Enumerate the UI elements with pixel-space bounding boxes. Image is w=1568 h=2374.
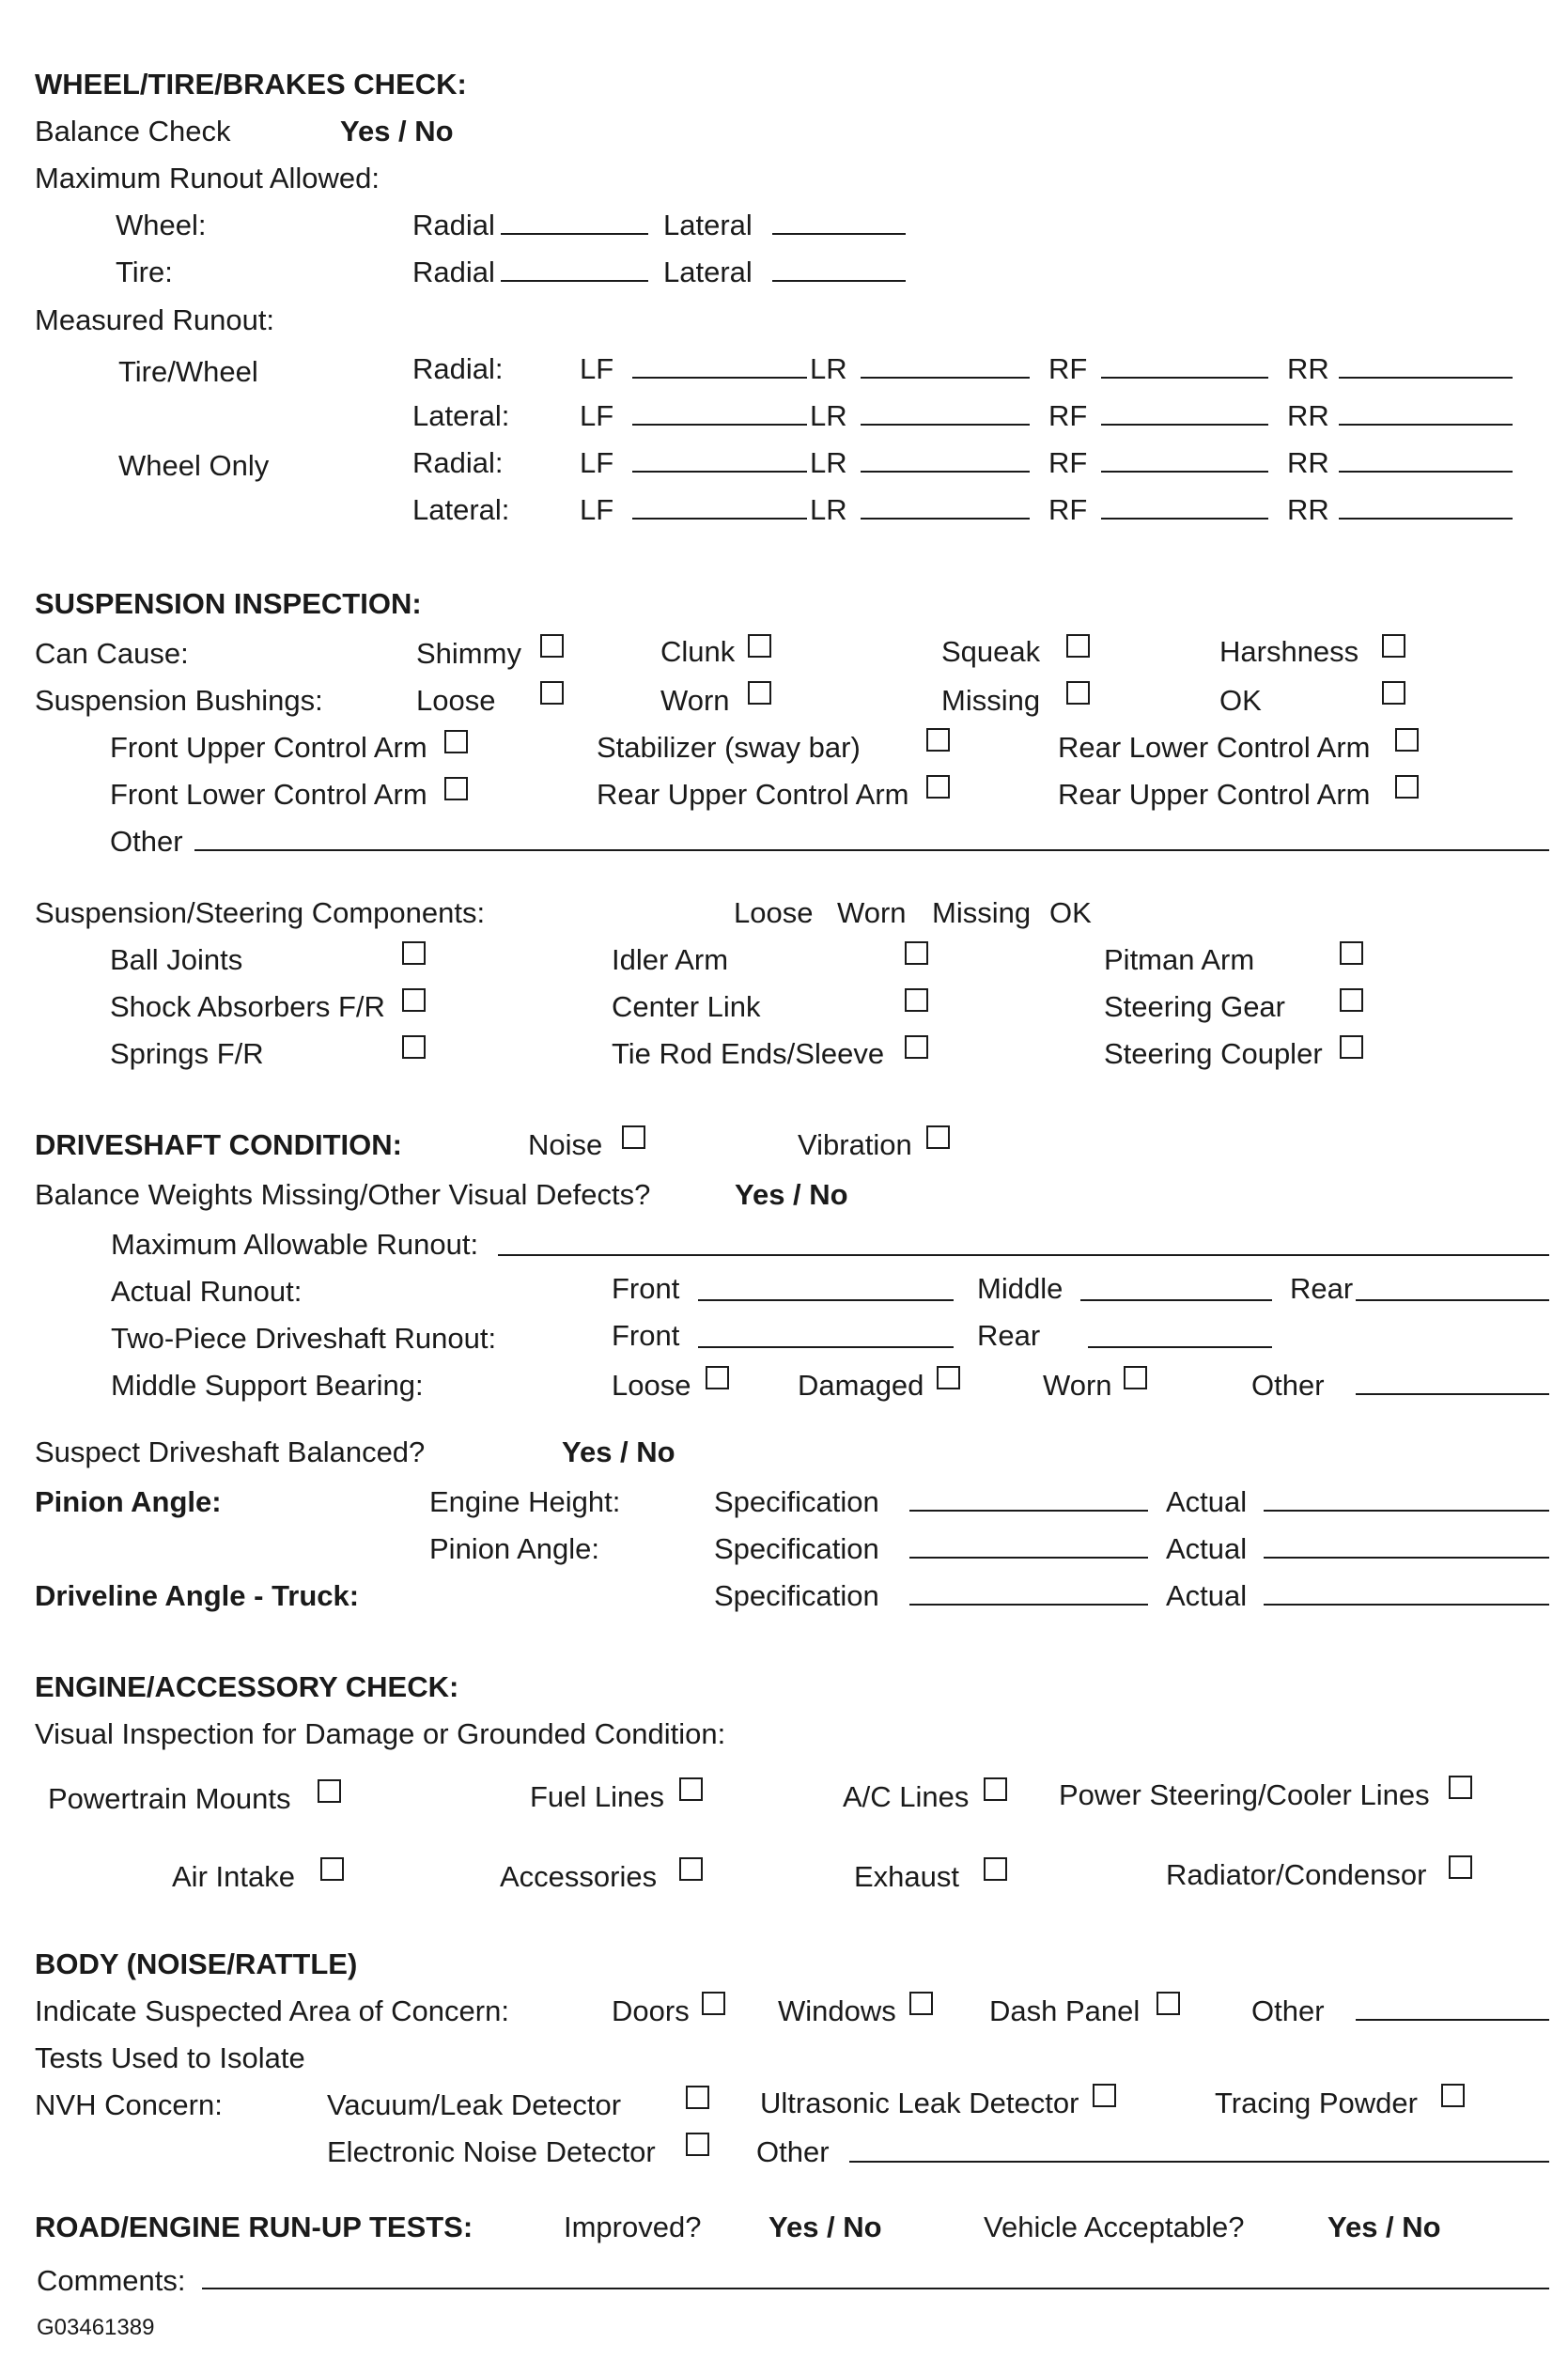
actual-middle-label: Middle xyxy=(977,1272,1063,1305)
driveline-actual-field[interactable] xyxy=(1264,1604,1549,1606)
max-allowable-runout-label: Maximum Allowable Runout: xyxy=(111,1228,479,1261)
tire-label: Tire: xyxy=(116,256,173,288)
comments-field[interactable] xyxy=(202,2288,1549,2289)
shimmy-checkbox[interactable] xyxy=(540,634,564,658)
tw-lateral-rf-label: RF xyxy=(1048,399,1088,432)
wo-radial-rf-field[interactable] xyxy=(1101,471,1268,473)
actual-front-field[interactable] xyxy=(698,1299,954,1301)
suspension-other-label: Other xyxy=(110,825,183,858)
middle-support-label: Middle Support Bearing: xyxy=(111,1369,424,1402)
windows-checkbox[interactable] xyxy=(909,1992,933,2015)
air-intake-checkbox[interactable] xyxy=(320,1857,344,1881)
max-runout-label: Maximum Runout Allowed: xyxy=(35,162,380,194)
improved-yes-no[interactable]: Yes / No xyxy=(768,2211,882,2243)
tw-radial-rr-field[interactable] xyxy=(1339,377,1513,379)
pitman-arm-checkbox[interactable] xyxy=(1340,941,1363,965)
tie-rod-checkbox[interactable] xyxy=(905,1035,928,1059)
driveshaft-section-title: DRIVESHAFT CONDITION: xyxy=(35,1128,402,1161)
wo-lateral-lr-field[interactable] xyxy=(861,518,1030,520)
rear-lower-arm-checkbox[interactable] xyxy=(1395,728,1419,752)
road-section-title: ROAD/ENGINE RUN-UP TESTS: xyxy=(35,2211,474,2243)
tie-rod-label: Tie Rod Ends/Sleeve xyxy=(612,1037,885,1070)
ac-lines-label: A/C Lines xyxy=(843,1780,970,1813)
nvh-concern-label: NVH Concern: xyxy=(35,2088,223,2121)
driveline-spec-field[interactable] xyxy=(909,1604,1148,1606)
dash-panel-label: Dash Panel xyxy=(989,1994,1141,2027)
improved-label: Improved? xyxy=(564,2211,702,2243)
balance-check-label: Balance Check xyxy=(35,115,231,147)
exhaust-checkbox[interactable] xyxy=(984,1857,1007,1881)
wo-lateral-rf-label: RF xyxy=(1048,493,1088,526)
driveline-spec-label: Specification xyxy=(714,1579,879,1612)
tw-lateral-rf-field[interactable] xyxy=(1101,424,1268,426)
visual-inspection-label: Visual Inspection for Damage or Grounded Condition: xyxy=(35,1717,726,1750)
ac-lines-checkbox[interactable] xyxy=(984,1777,1007,1801)
suspect-balanced-yes-no[interactable]: Yes / No xyxy=(562,1435,675,1468)
ultrasonic-leak-label: Ultrasonic Leak Detector xyxy=(760,2087,1079,2119)
wo-radial-rr-label: RR xyxy=(1287,446,1329,479)
figure-id: G03461389 xyxy=(37,2315,155,2340)
air-intake-label: Air Intake xyxy=(172,1860,295,1893)
tw-lateral-rr-label: RR xyxy=(1287,399,1329,432)
wo-radial-lr-field[interactable] xyxy=(861,471,1030,473)
radiator-label: Radiator/Condensor xyxy=(1166,1858,1427,1891)
tw-radial-lf-label: LF xyxy=(580,352,614,385)
steering-col-worn: Worn xyxy=(837,896,907,929)
can-cause-label: Can Cause: xyxy=(35,637,189,670)
indicate-area-label: Indicate Suspected Area of Concern: xyxy=(35,1994,509,2027)
harshness-checkbox[interactable] xyxy=(1382,634,1405,658)
tw-radial-rf-label: RF xyxy=(1048,352,1088,385)
doors-checkbox[interactable] xyxy=(702,1992,725,2015)
balance-check-yes-no[interactable]: Yes / No xyxy=(340,115,454,147)
wheel-lateral-label: Lateral xyxy=(663,209,753,241)
powertrain-mounts-checkbox[interactable] xyxy=(318,1779,341,1803)
front-upper-arm-checkbox[interactable] xyxy=(444,730,468,753)
body-other-label: Other xyxy=(1251,1994,1325,2027)
rear-upper-arm-checkbox-2[interactable] xyxy=(1395,775,1419,799)
tw-lateral-lr-field[interactable] xyxy=(861,424,1030,426)
tire-radial-label: Radial xyxy=(412,256,495,288)
driveline-actual-label: Actual xyxy=(1166,1579,1248,1612)
actual-rear-field[interactable] xyxy=(1356,1299,1549,1301)
bushing-loose-label: Loose xyxy=(416,684,496,717)
msb-other-field[interactable] xyxy=(1356,1393,1549,1395)
squeak-checkbox[interactable] xyxy=(1066,634,1090,658)
wheel-lateral-field[interactable] xyxy=(772,233,906,235)
ds-noise-label: Noise xyxy=(528,1128,603,1161)
wheel-radial-label: Radial xyxy=(412,209,495,241)
electronic-noise-label: Electronic Noise Detector xyxy=(327,2135,656,2168)
pinion-angle-actual-field[interactable] xyxy=(1264,1557,1549,1559)
wo-radial-rf-label: RF xyxy=(1048,446,1088,479)
suspect-balanced-label: Suspect Driveshaft Balanced? xyxy=(35,1435,426,1468)
engine-height-actual-field[interactable] xyxy=(1264,1510,1549,1512)
wo-radial-label: Radial: xyxy=(412,446,504,479)
msb-damaged-label: Damaged xyxy=(798,1369,924,1402)
ds-vibration-checkbox[interactable] xyxy=(926,1125,950,1149)
tw-radial-lr-field[interactable] xyxy=(861,377,1030,379)
steering-coupler-label: Steering Coupler xyxy=(1104,1037,1323,1070)
ball-joints-checkbox[interactable] xyxy=(402,941,426,965)
engine-height-spec-label: Specification xyxy=(714,1485,879,1518)
bushings-label: Suspension Bushings: xyxy=(35,684,323,717)
front-lower-arm-label: Front Lower Control Arm xyxy=(110,778,427,811)
bushing-worn-label: Worn xyxy=(660,684,730,717)
exhaust-label: Exhaust xyxy=(854,1860,960,1893)
ultrasonic-leak-checkbox[interactable] xyxy=(1093,2084,1116,2107)
wo-lateral-lf-field[interactable] xyxy=(632,518,807,520)
engine-height-actual-label: Actual xyxy=(1166,1485,1248,1518)
msb-worn-label: Worn xyxy=(1043,1369,1112,1402)
pinion-angle-actual-label: Actual xyxy=(1166,1532,1248,1565)
wo-lateral-lf-label: LF xyxy=(580,493,614,526)
powertrain-mounts-label: Powertrain Mounts xyxy=(48,1782,291,1815)
engine-section-title: ENGINE/ACCESSORY CHECK: xyxy=(35,1670,459,1703)
wheel-radial-field[interactable] xyxy=(501,233,648,235)
wo-lateral-rr-label: RR xyxy=(1287,493,1329,526)
squeak-label: Squeak xyxy=(941,635,1041,668)
two-piece-rear-field[interactable] xyxy=(1088,1346,1272,1348)
center-link-checkbox[interactable] xyxy=(905,988,928,1012)
actual-runout-label: Actual Runout: xyxy=(111,1275,303,1308)
doors-label: Doors xyxy=(612,1994,690,2027)
wo-radial-lf-label: LF xyxy=(580,446,614,479)
shimmy-label: Shimmy xyxy=(416,637,521,670)
vehicle-acceptable-yes-no[interactable]: Yes / No xyxy=(1327,2211,1441,2243)
tracing-powder-checkbox[interactable] xyxy=(1441,2084,1465,2107)
steering-section-title: Suspension/Steering Components: xyxy=(35,896,486,929)
wo-radial-rr-field[interactable] xyxy=(1339,471,1513,473)
steering-col-missing: Missing xyxy=(932,896,1032,929)
wheel-section-title: WHEEL/TIRE/BRAKES CHECK: xyxy=(35,68,467,101)
msb-other-label: Other xyxy=(1251,1369,1325,1402)
steering-col-loose: Loose xyxy=(734,896,814,929)
tw-radial-rr-label: RR xyxy=(1287,352,1329,385)
tw-radial-rf-field[interactable] xyxy=(1101,377,1268,379)
clunk-label: Clunk xyxy=(660,635,736,668)
msb-worn-checkbox[interactable] xyxy=(1124,1366,1147,1389)
ds-vibration-label: Vibration xyxy=(798,1128,912,1161)
rear-lower-arm-label: Rear Lower Control Arm xyxy=(1058,731,1371,764)
idler-arm-label: Idler Arm xyxy=(612,943,729,976)
measured-runout-label: Measured Runout: xyxy=(35,303,275,336)
wo-lateral-rr-field[interactable] xyxy=(1339,518,1513,520)
tw-lateral-label: Lateral: xyxy=(412,399,510,432)
accessories-checkbox[interactable] xyxy=(679,1857,703,1881)
steering-col-ok: OK xyxy=(1049,896,1092,929)
tracing-powder-label: Tracing Powder xyxy=(1215,2087,1418,2119)
driveline-angle-title: Driveline Angle - Truck: xyxy=(35,1579,360,1612)
body-other-field[interactable] xyxy=(1356,2019,1549,2021)
pinion-angle-spec-field[interactable] xyxy=(909,1557,1148,1559)
wo-lateral-lr-label: LR xyxy=(810,493,847,526)
balance-weights-label: Balance Weights Missing/Other Visual Defects? xyxy=(35,1178,651,1211)
tire-wheel-label: Tire/Wheel xyxy=(118,355,258,388)
dash-panel-checkbox[interactable] xyxy=(1157,1992,1180,2015)
tw-lateral-rr-field[interactable] xyxy=(1339,424,1513,426)
power-steering-label: Power Steering/Cooler Lines xyxy=(1059,1778,1430,1811)
front-upper-arm-label: Front Upper Control Arm xyxy=(110,731,427,764)
radiator-checkbox[interactable] xyxy=(1449,1855,1472,1879)
two-piece-front-field[interactable] xyxy=(698,1346,954,1348)
springs-label: Springs F/R xyxy=(110,1037,264,1070)
wo-radial-lf-field[interactable] xyxy=(632,471,807,473)
tw-lateral-lr-label: LR xyxy=(810,399,847,432)
wo-lateral-rf-field[interactable] xyxy=(1101,518,1268,520)
balance-weights-yes-no[interactable]: Yes / No xyxy=(735,1178,848,1211)
bushing-loose-checkbox[interactable] xyxy=(540,681,564,705)
bushing-missing-label: Missing xyxy=(941,684,1041,717)
actual-middle-field[interactable] xyxy=(1080,1299,1272,1301)
power-steering-checkbox[interactable] xyxy=(1449,1776,1472,1799)
actual-rear-label: Rear xyxy=(1290,1272,1354,1305)
suspension-other-field[interactable] xyxy=(194,849,1549,851)
steering-gear-label: Steering Gear xyxy=(1104,990,1285,1023)
tw-radial-label: Radial: xyxy=(412,352,504,385)
bushing-ok-label: OK xyxy=(1219,684,1262,717)
rear-upper-arm-label-1: Rear Upper Control Arm xyxy=(597,778,909,811)
shock-absorbers-checkbox[interactable] xyxy=(402,988,426,1012)
nvh-other-label: Other xyxy=(756,2135,830,2168)
wo-lateral-label: Lateral: xyxy=(412,493,510,526)
steering-coupler-checkbox[interactable] xyxy=(1340,1035,1363,1059)
engine-height-label: Engine Height: xyxy=(429,1485,621,1518)
msb-damaged-checkbox[interactable] xyxy=(937,1366,960,1389)
stabilizer-checkbox[interactable] xyxy=(926,728,950,752)
msb-loose-checkbox[interactable] xyxy=(706,1366,729,1389)
pinion-angle-title: Pinion Angle: xyxy=(35,1485,222,1518)
nvh-other-field[interactable] xyxy=(849,2161,1549,2163)
wheel-only-label: Wheel Only xyxy=(118,449,270,482)
suspension-section-title: SUSPENSION INSPECTION: xyxy=(35,587,422,620)
springs-checkbox[interactable] xyxy=(402,1035,426,1059)
tw-lateral-lf-label: LF xyxy=(580,399,614,432)
two-piece-label: Two-Piece Driveshaft Runout: xyxy=(111,1322,497,1355)
wo-radial-lr-label: LR xyxy=(810,446,847,479)
tw-radial-lr-label: LR xyxy=(810,352,847,385)
electronic-noise-checkbox[interactable] xyxy=(686,2133,709,2156)
tire-radial-field[interactable] xyxy=(501,280,648,282)
engine-height-spec-field[interactable] xyxy=(909,1510,1148,1512)
stabilizer-label: Stabilizer (sway bar) xyxy=(597,731,861,764)
idler-arm-checkbox[interactable] xyxy=(905,941,928,965)
comments-label: Comments: xyxy=(37,2264,186,2297)
actual-front-label: Front xyxy=(612,1272,680,1305)
harshness-label: Harshness xyxy=(1219,635,1359,668)
windows-label: Windows xyxy=(778,1994,896,2027)
shock-absorbers-label: Shock Absorbers F/R xyxy=(110,990,385,1023)
rear-upper-arm-label-2: Rear Upper Control Arm xyxy=(1058,778,1371,811)
vacuum-leak-checkbox[interactable] xyxy=(686,2086,709,2109)
bushing-ok-checkbox[interactable] xyxy=(1382,681,1405,705)
pitman-arm-label: Pitman Arm xyxy=(1104,943,1255,976)
body-section-title: BODY (NOISE/RATTLE) xyxy=(35,1947,358,1980)
max-allowable-runout-field[interactable] xyxy=(498,1254,1549,1256)
front-lower-arm-checkbox[interactable] xyxy=(444,777,468,800)
ds-noise-checkbox[interactable] xyxy=(622,1125,645,1149)
tw-radial-lf-field[interactable] xyxy=(632,377,807,379)
fuel-lines-label: Fuel Lines xyxy=(530,1780,665,1813)
accessories-label: Accessories xyxy=(500,1860,658,1893)
rear-upper-arm-checkbox-1[interactable] xyxy=(926,775,950,799)
pinion-angle-spec-label: Specification xyxy=(714,1532,879,1565)
clunk-checkbox[interactable] xyxy=(748,634,771,658)
ball-joints-label: Ball Joints xyxy=(110,943,243,976)
bushing-worn-checkbox[interactable] xyxy=(748,681,771,705)
tests-used-label: Tests Used to Isolate xyxy=(35,2041,305,2074)
vehicle-acceptable-label: Vehicle Acceptable? xyxy=(984,2211,1245,2243)
msb-loose-label: Loose xyxy=(612,1369,691,1402)
bushing-missing-checkbox[interactable] xyxy=(1066,681,1090,705)
tire-lateral-field[interactable] xyxy=(772,280,906,282)
vacuum-leak-label: Vacuum/Leak Detector xyxy=(327,2088,622,2121)
wheel-label: Wheel: xyxy=(116,209,207,241)
two-piece-front-label: Front xyxy=(612,1319,680,1352)
tire-lateral-label: Lateral xyxy=(663,256,753,288)
fuel-lines-checkbox[interactable] xyxy=(679,1777,703,1801)
pinion-angle-label: Pinion Angle: xyxy=(429,1532,599,1565)
two-piece-rear-label: Rear xyxy=(977,1319,1041,1352)
tw-lateral-lf-field[interactable] xyxy=(632,424,807,426)
center-link-label: Center Link xyxy=(612,990,761,1023)
steering-gear-checkbox[interactable] xyxy=(1340,988,1363,1012)
